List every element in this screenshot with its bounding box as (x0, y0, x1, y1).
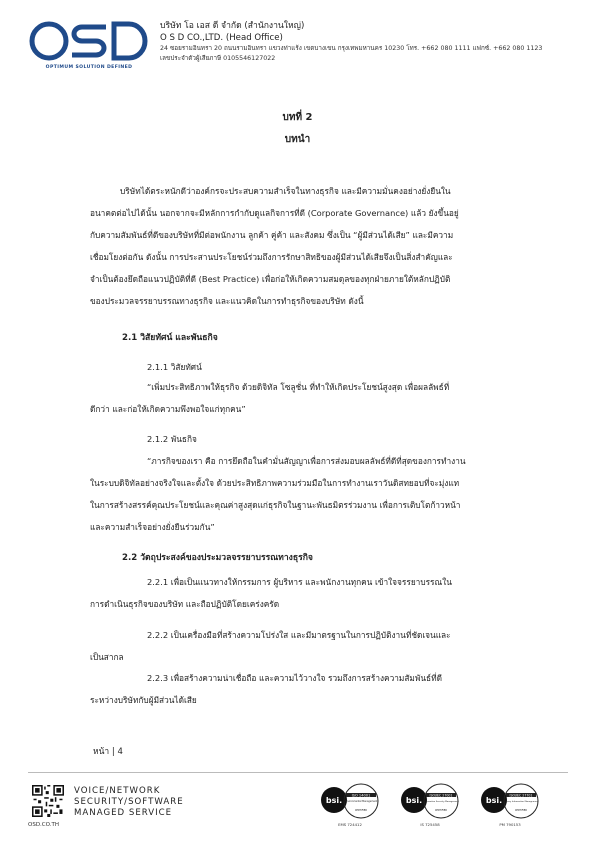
bsi-certification-icon (480, 778, 540, 822)
cert-code: PM 790153 (499, 822, 521, 827)
objective-line: 2.2.3 เพื่อสร้างความน่าเชื่อถือ และความไว้วางใจ รวมถึงการสร้างความสัมพันธ์ที่ดี (147, 673, 442, 683)
vision-label: 2.1.1 วิสัยทัศน์ (147, 362, 202, 372)
mission-label: 2.1.2 พันธกิจ (147, 434, 197, 444)
tagline-line: SECURITY/SOFTWARE (74, 796, 184, 807)
chapter-title: บทนำ (284, 134, 311, 145)
objective-line: ระหว่างบริษัทกับผู้มีส่วนได้เสีย (90, 695, 197, 705)
cert-status: CERTIFIED (434, 809, 448, 812)
mission-line: และความสำเร็จอย่างยั่งยืนร่วมกัน” (90, 522, 215, 532)
qr-caption: OSD.CO.TH (28, 822, 59, 828)
cert-code: EMS 724412 (338, 822, 362, 827)
mission-text (90, 450, 520, 538)
cert-standard: ISO/IEC 27001 (429, 793, 453, 798)
company-info (160, 20, 580, 64)
objective-line: เป็นสากล (90, 652, 124, 662)
cert-desc: Privacy Information Management (503, 801, 539, 803)
objective-item (90, 624, 520, 668)
cert-standard: ISO/IEC 27701 (509, 793, 533, 798)
cert-brand: bsi. (405, 796, 423, 805)
objective-item (90, 571, 520, 615)
cert-brand: bsi. (485, 796, 503, 805)
intro-line: อนาคตต่อไปได้นั้น นอกจากจะมีหลักการกำกับดูแลกิจการที่ดี (Corporate Governance) แล้ว ยังขึ้นอยู่ (90, 208, 459, 218)
cert-badge-iso14001 (320, 778, 380, 828)
qr-code-icon (32, 785, 64, 817)
bsi-certification-icon (400, 778, 460, 822)
intro-line: กับความสัมพันธ์ที่ดีของบริษัทที่มีต่อพนักงาน ลูกค้า คู่ค้า และสังคม ซึ่งเป็น “ผู้มีส่วนได้เสีย” และมีความ (90, 230, 454, 240)
cert-desc: Environmental Management (344, 800, 378, 803)
osd-logo-icon (28, 18, 150, 64)
company-name-en: O S D CO.,LTD. (Head Office) (160, 33, 283, 43)
intro-line: บริษัทได้ตระหนักดีว่าองค์กรจะประสบความสำเร็จในทางธุรกิจ และมีความมั่นคงอย่างยั่งยืนใน (120, 186, 451, 196)
company-tax-id: เลขประจำตัวผู้เสียภาษี 0105546127022 (160, 55, 276, 62)
section-2-2-heading: 2.2 วัตถุประสงค์ของประมวลจรรยาบรรณทางธุรกิจ (122, 553, 313, 563)
mission-line: ในระบบดิจิทัลอย่างจริงใจและตั้งใจ ด้วยประสิทธิภาพความร่วมมือในการทำงานเราวันดิสทยอบที่จะมุ่งแท (90, 478, 460, 488)
company-logo (28, 18, 150, 73)
logo-tagline: OPTIMUM SOLUTION DEFINED (45, 65, 133, 70)
cert-standard: ISO 14001 (351, 793, 371, 798)
cert-status: CERTIFIED (514, 809, 528, 812)
objective-item (90, 667, 520, 711)
objective-line: การดำเนินธุรกิจของบริษัท และถือปฏิบัติโดยเคร่งครัด (90, 599, 280, 609)
cert-desc: Information Security Management (423, 801, 459, 803)
mission-line: ในการสร้างสรรค์คุณประโยชน์และคุณค่าสูงสุดแก่ธุรกิจในฐานะพันธมิตรร่วมงาน เพื่อการเติบโตก้าวหน้า (90, 500, 461, 510)
cert-brand: bsi. (325, 796, 343, 805)
objective-line: 2.2.1 เพื่อเป็นแนวทางให้กรรมการ ผู้บริหาร และพนักงานทุกคน เข้าใจจรรยาบรรณใน (147, 577, 452, 587)
service-tagline (74, 786, 184, 818)
footer-divider (28, 772, 568, 773)
tagline-line: VOICE/NETWORK (74, 786, 161, 796)
cert-badge-iso27001 (400, 778, 460, 828)
vision-text (90, 376, 520, 420)
intro-paragraph (90, 180, 510, 312)
intro-line: ของประมวลจรรยาบรรณทางธุรกิจ และแนวคิดในการทำธุรกิจของบริษัท ดังนี้ (90, 296, 364, 306)
cert-code: IS 725458 (420, 822, 440, 827)
intro-line: เชื่อมโยงต่อกัน ดังนั้น การประสานประโยชน์ร่วมถึงการรักษาสิทธิของผู้มีส่วนได้เสียจึงเป็นสิ่งสำคัญและ (90, 252, 453, 262)
cert-status: CERTIFIED (354, 809, 368, 812)
company-name-th: บริษัท โอ เอส ดี จำกัด (สำนักงานใหญ่) (160, 21, 305, 31)
page-number: หน้า | 4 (93, 747, 123, 757)
company-address: 24 ซอยรามอินทรา 20 ถนนรามอินทรา แขวงท่าแร้ง เขตบางเขน กรุงเทพมหานคร 10230 โทร. +662 080 1111 แฟกซ์. +662 080 1123 (160, 45, 543, 52)
tagline-line: MANAGED SERVICE (74, 807, 173, 818)
objective-line: 2.2.2 เป็นเครื่องมือที่สร้างความโปร่งใส และมีมาตรฐานในการปฏิบัติงานที่ชัดเจนและ (147, 630, 451, 640)
cert-badge-iso27701 (480, 778, 540, 828)
vision-line: ดีกว่า และก่อให้เกิดความพึงพอใจแก่ทุกคน” (90, 404, 246, 414)
section-2-1-heading: 2.1 วิสัยทัศน์ และพันธกิจ (122, 333, 218, 343)
chapter-number: บทที่ 2 (282, 112, 313, 123)
bsi-certification-icon (320, 778, 380, 822)
mission-line: “ภารกิจของเรา คือ การยึดถือในคำมั่นสัญญาเพื่อการส่งมอบผลลัพธ์ที่ดีที่สุดของการทำงาน (147, 456, 466, 466)
vision-line: “เพิ่มประสิทธิภาพให้ธุรกิจ ด้วยดิจิทัล โซลูชั่น ที่ทำให้เกิดประโยชน์สูงสุด เพื่อผลลัพธ์ที่ (147, 382, 450, 392)
intro-line: จำเป็นต้องยึดถือแนวปฏิบัติที่ดี (Best Practice) เพื่อก่อให้เกิดความสมดุลของทุกฝ่ายภายใต้หลักปฏิบัติ (90, 274, 451, 284)
